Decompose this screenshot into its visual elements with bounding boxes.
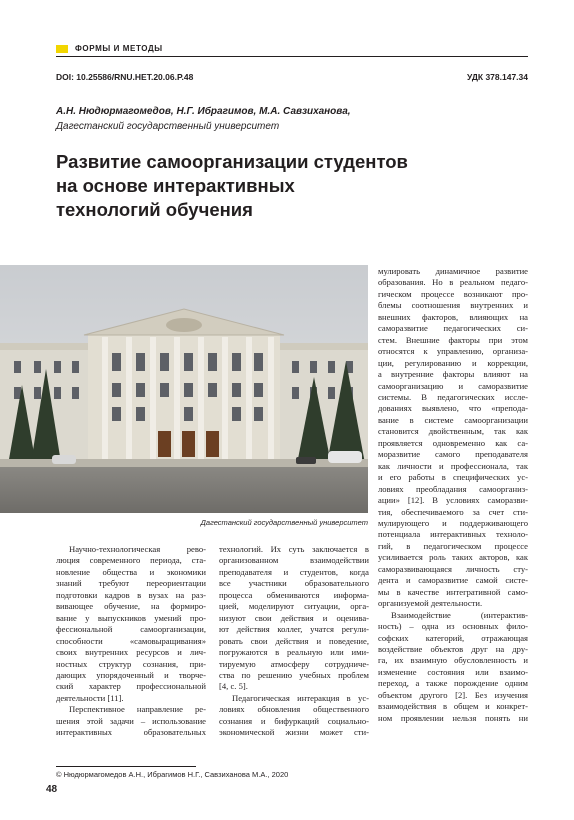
text-line: ловиях обновления общественного xyxy=(219,704,369,715)
text-line: ства по решению учебных проблем xyxy=(219,669,369,680)
section-label: ФОРМЫ И МЕТОДЫ xyxy=(75,44,163,53)
text-line: цией, моделируют ситуации, орга- xyxy=(219,601,369,612)
text-line: мы в качестве интегративной само- xyxy=(378,586,528,597)
text-line: мулирующего и поддерживающего xyxy=(378,517,528,528)
text-line: относятся к управлению, организа- xyxy=(378,346,528,357)
text-line: вание у выпускников умений про- xyxy=(56,612,206,623)
text-column-2 xyxy=(219,544,369,739)
text-line: организованном взаимодействии xyxy=(219,555,369,566)
text-line: блемы соотношения внутренних и xyxy=(378,300,528,311)
text-line: ловиях преобладания самоорганиз- xyxy=(378,483,528,494)
text-line: дающих упорядоченный и творче- xyxy=(56,669,206,680)
text-line: как личности и профессионала, так xyxy=(378,460,528,471)
text-line: и его работы в специфических ус- xyxy=(378,472,528,483)
text-line: экономической жизни может сти- xyxy=(219,727,369,738)
copyright-notice: © Нюдюрмагомедов А.Н., Ибрагимов Н.Г., Савзиханова М.А., 2020 xyxy=(56,770,289,779)
text-line: технологий. Их суть заключается в xyxy=(219,544,369,554)
text-line: ский характер профессиональной xyxy=(56,681,206,692)
text-line: объектом другого [2]. Без изучения xyxy=(378,689,528,700)
text-line: ность) – одна из основных фило- xyxy=(378,621,528,632)
text-line: а внутренние факторы влияют на xyxy=(378,369,528,380)
text-line: процесса обмениваются информа- xyxy=(219,589,369,600)
text-line: дованиях выявлено, что «препода- xyxy=(378,403,528,414)
header-rule xyxy=(56,56,528,57)
text-line: внешних факторов, влияющих на xyxy=(378,311,528,322)
text-line: ации» [12]. В условиях саморазви- xyxy=(378,495,528,506)
text-line: Взаимодействие (интерактив- xyxy=(391,609,528,620)
text-line: софских категорий, отражающая xyxy=(378,632,528,643)
page-number: 48 xyxy=(46,784,58,795)
title-line: Развитие самоорганизации студентов xyxy=(56,151,408,172)
doi: DOI: 10.25586/RNU.HET.20.06.P.48 xyxy=(56,72,194,82)
text-line: деятельности [11]. xyxy=(56,692,124,703)
text-line: мулировать динамичное развитие xyxy=(378,266,528,276)
text-line: самоорганизацию и саморазвитие xyxy=(378,380,528,391)
text-line: стем. Внешние факторы при этом xyxy=(378,334,528,345)
text-line: вивающее обучение, на формиро- xyxy=(56,601,206,612)
text-line: [4, с. 5]. xyxy=(219,681,248,692)
text-line: сознания и бифуркаций социально- xyxy=(219,715,369,726)
text-line: интерактивных образовательных xyxy=(56,727,206,738)
photo-caption: Дагестанский государственный университет xyxy=(200,518,368,527)
text-line: организуемой деятельности. xyxy=(378,598,483,609)
text-column-1 xyxy=(56,544,206,739)
text-line: гическом процессе возникают про- xyxy=(378,288,528,299)
text-line: изменение состояния или взаимо- xyxy=(378,666,528,677)
text-line: проявляется одновременно как са- xyxy=(378,437,528,448)
text-line: ностных структур сознания, при- xyxy=(56,658,206,669)
text-line: люция современного периода, ста- xyxy=(56,555,206,566)
text-line: усиливается роль таких акторов, как xyxy=(378,552,528,563)
title-line: на основе интерактивных xyxy=(56,175,295,196)
text-line: га, их взаимную обусловленность и xyxy=(378,655,528,666)
text-line: все участники образовательного xyxy=(219,578,369,589)
text-line: гий, в педагогическом процессе xyxy=(378,540,528,551)
text-line: потенциала интерактивных техноло- xyxy=(378,529,528,540)
text-line: моразвитие самого преподавателя xyxy=(378,449,528,460)
text-line: ции, регулированию и коррекции, xyxy=(378,357,528,368)
text-line: способности «самовыращивания» xyxy=(56,635,206,646)
text-line: ном проявлении нельзя понять ни xyxy=(378,712,528,723)
text-line: погружаются в реальную или ими- xyxy=(219,647,369,658)
text-line: знаний требуют переориентации xyxy=(56,578,206,589)
affiliation: Дагестанский государственный университет xyxy=(56,121,280,132)
text-line: системы. В педагогических иссле- xyxy=(378,391,528,402)
text-line: воздействие объектов друг на дру- xyxy=(378,643,528,654)
text-line: ровать свои действия и поведение, xyxy=(219,635,369,646)
text-line: подготовки кадров в вузах на раз- xyxy=(56,589,206,600)
university-building-photo xyxy=(0,265,368,513)
text-line: тируемую атмосферу сотрудниче- xyxy=(219,658,369,669)
text-line: дента и саморазвитие самой систе- xyxy=(378,575,528,586)
text-line: переход, а также порождение одним xyxy=(378,678,528,689)
text-line: шения этой задачи – использование xyxy=(56,715,206,726)
article-title xyxy=(56,150,486,222)
text-line: саморазвитие педагогических си- xyxy=(378,323,528,334)
text-line: образования. Но в реальном педаго- xyxy=(378,277,528,288)
udc-code: УДК 378.147.34 xyxy=(466,72,528,82)
footnote-rule xyxy=(56,766,196,767)
authors: А.Н. Нюдюрмагомедов, Н.Г. Ибрагимов, М.А. Савзиханова, xyxy=(56,106,351,117)
text-line: фессиональной самоорганизации, xyxy=(56,624,206,635)
text-line: становится двойственным, так как xyxy=(378,426,528,437)
text-line: новление общества и экономики xyxy=(56,566,206,577)
text-line: Перспективное направление ре- xyxy=(69,704,206,715)
text-line: вание в системе самоорганизации xyxy=(378,414,528,425)
text-column-3 xyxy=(378,266,528,724)
section-marker xyxy=(56,45,68,53)
text-line: ют действия коллег, учатся регули- xyxy=(219,624,369,635)
text-line: взаимодействия в общем и конкрет- xyxy=(378,701,528,712)
text-line: саморазвивающаяся личность сту- xyxy=(378,563,528,574)
text-line: преподавателя и студентов, когда xyxy=(219,566,369,577)
text-line: низуют свои действия и оценива- xyxy=(219,612,369,623)
title-line: технологий обучения xyxy=(56,199,253,220)
text-line: Научно-технологическая рево- xyxy=(69,544,206,554)
text-line: своих внутренних ресурсов и лич- xyxy=(56,647,206,658)
text-line: тия, обеспечиваемого за счет сти- xyxy=(378,506,528,517)
text-line: Педагогическая интеракция в ус- xyxy=(232,692,369,703)
